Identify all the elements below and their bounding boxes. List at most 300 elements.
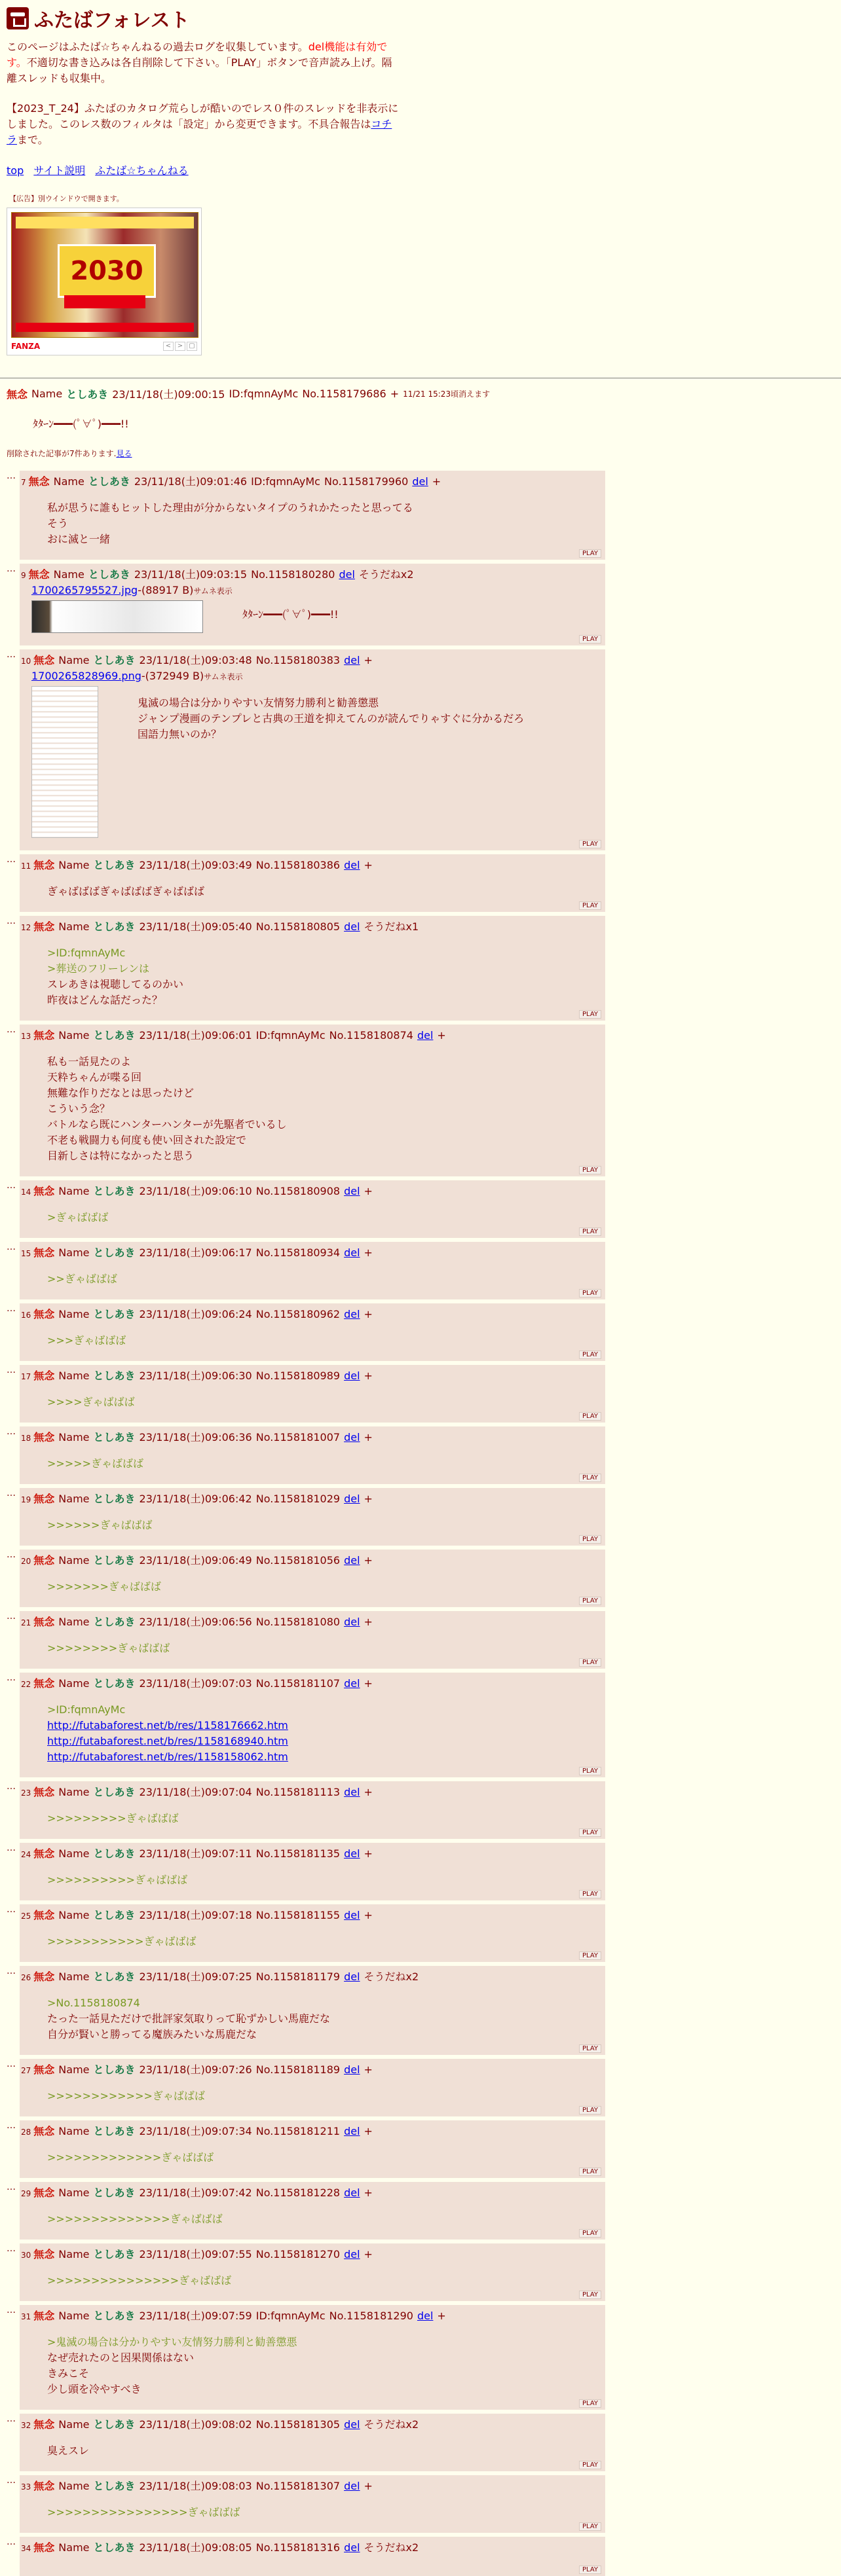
op-expire: 11/21 15:23頃消えます xyxy=(403,390,491,399)
del-link[interactable]: del xyxy=(339,568,355,581)
reply-name: としあき xyxy=(93,1616,136,1628)
reply-subject: 無念 xyxy=(33,1970,55,1983)
play-button[interactable]: PLAY xyxy=(579,549,601,558)
reply-body xyxy=(47,2334,604,2397)
reply-number[interactable]: No.1158180386 xyxy=(255,859,341,871)
play-row xyxy=(21,2523,604,2530)
plus-button[interactable]: + xyxy=(364,1677,373,1690)
play-button[interactable]: PLAY xyxy=(579,2461,601,2469)
reply-box xyxy=(20,1966,605,2055)
reply-post xyxy=(7,1673,841,1777)
del-link[interactable]: del xyxy=(344,859,360,871)
play-button[interactable]: PLAY xyxy=(579,2566,601,2574)
reply-header xyxy=(21,1908,604,1923)
play-button[interactable]: PLAY xyxy=(579,1166,601,1174)
reply-number[interactable]: No.1158181007 xyxy=(255,1431,341,1443)
reply-post xyxy=(7,1488,841,1546)
reply-dots: … xyxy=(7,1966,16,1976)
reply-id: ID:fqmnAyMc xyxy=(251,475,320,488)
reply-number[interactable]: No.1158181135 xyxy=(255,1847,341,1860)
del-link[interactable]: del xyxy=(344,1677,360,1690)
reply-dots: … xyxy=(7,2414,16,2424)
plus-button[interactable]: + xyxy=(364,1554,373,1567)
body-line: 昨夜はどんな話だった？ xyxy=(47,994,163,1006)
reply-name-label: Name xyxy=(53,568,84,581)
reply-header xyxy=(21,1847,604,1862)
play-row xyxy=(21,2107,604,2114)
reply-body xyxy=(47,1702,604,1765)
body-line: 私が思うに誰もヒットした理由が分からないタイプのうれかたったと思ってる xyxy=(47,501,413,514)
reply-post xyxy=(7,2414,841,2471)
reply-post xyxy=(7,1365,841,1423)
thread-link[interactable]: http://futabaforest.net/b/res/1158158062.htm xyxy=(47,1751,288,1763)
reply-datetime: 23/11/18(土)09:06:36 xyxy=(139,1431,252,1443)
reply-box xyxy=(20,1843,605,1900)
plus-button[interactable]: + xyxy=(364,1909,373,1921)
reply-body xyxy=(47,945,604,1008)
reply-body xyxy=(47,2443,604,2459)
reply-box xyxy=(20,2305,605,2410)
header xyxy=(0,0,841,355)
reply-post xyxy=(7,1904,841,1962)
reply-index: 27 xyxy=(21,2066,31,2075)
show-deleted-link[interactable]: 見る xyxy=(116,449,132,458)
del-link[interactable]: del xyxy=(344,2125,360,2137)
reply-datetime: 23/11/18(土)09:07:34 xyxy=(139,2125,252,2137)
reply-header xyxy=(21,2541,604,2556)
thread-link[interactable]: http://futabaforest.net/b/res/1158176662.htm xyxy=(47,1719,288,1732)
soudane-count[interactable]: そうだねx2 xyxy=(358,568,414,581)
reply-post xyxy=(7,2059,841,2116)
quote-line: >>>>>>>>>>ぎゃばばば xyxy=(47,1874,188,1886)
reply-datetime: 23/11/18(土)09:06:30 xyxy=(139,1370,252,1382)
reply-number[interactable]: No.1158180280 xyxy=(251,568,335,581)
reply-number[interactable]: No.1158181290 xyxy=(329,2310,413,2322)
reply-subject: 無念 xyxy=(33,1847,55,1860)
reply-name: としあき xyxy=(93,2186,136,2199)
reply-number[interactable]: No.1158181228 xyxy=(255,2186,341,2199)
reply-subject: 無念 xyxy=(33,1786,55,1798)
reply-number[interactable]: No.1158181179 xyxy=(255,1970,341,1983)
reply-datetime: 23/11/18(土)09:01:46 xyxy=(134,475,248,488)
reply-body xyxy=(47,1210,604,1225)
play-button[interactable]: PLAY xyxy=(579,1289,601,1297)
reply-name: としあき xyxy=(93,1554,136,1567)
reply-post xyxy=(7,1781,841,1839)
reply-subject: 無念 xyxy=(33,1554,55,1567)
reply-number[interactable]: No.1158181189 xyxy=(255,2063,341,2076)
play-button[interactable]: PLAY xyxy=(579,1474,601,1482)
plus-button[interactable]: + xyxy=(364,1246,373,1259)
play-button[interactable]: PLAY xyxy=(579,901,601,910)
reply-body xyxy=(138,695,524,838)
play-button[interactable]: PLAY xyxy=(579,1412,601,1421)
quote-line: >>>>>>>>>>>>>>>ぎゃばばば xyxy=(47,2274,232,2287)
reply-name-label: Name xyxy=(58,1616,90,1628)
play-button[interactable]: PLAY xyxy=(579,2291,601,2299)
reply-dots: … xyxy=(7,2120,16,2131)
reply-number[interactable]: No.1158180989 xyxy=(255,1370,341,1382)
reply-box xyxy=(20,2475,605,2533)
op-number[interactable]: No.1158179686 xyxy=(302,388,386,400)
quote-line: >>>>>>>ぎゃばばば xyxy=(47,1580,161,1593)
op-subject: 無念 xyxy=(7,388,28,401)
plus-button[interactable]: + xyxy=(364,2186,373,2199)
quote-line: >>>>>>>>ぎゃばばば xyxy=(47,1642,170,1654)
ad-brand: FANZA xyxy=(11,342,41,351)
reply-name: としあき xyxy=(93,1431,136,1443)
reply-subject: 無念 xyxy=(33,1616,55,1628)
op-plus-button[interactable]: + xyxy=(390,388,400,400)
reply-dots: … xyxy=(7,1303,16,1314)
plus-button[interactable]: + xyxy=(364,1370,373,1382)
reply-name: としあき xyxy=(93,1308,136,1320)
play-button[interactable]: PLAY xyxy=(579,2044,601,2053)
play-button[interactable]: PLAY xyxy=(579,2229,601,2238)
report-link[interactable]: コチラ xyxy=(7,118,392,146)
del-link[interactable]: del xyxy=(344,1246,360,1259)
body-line: こういう念？ xyxy=(47,1102,111,1115)
reply-name-label: Name xyxy=(58,2248,90,2260)
body-line: ぎゃばばばぎゃばばばぎゃばばば xyxy=(47,885,205,898)
plus-button[interactable]: + xyxy=(364,2125,373,2137)
reply-name: としあき xyxy=(93,2063,136,2076)
reply-name-label: Name xyxy=(58,2063,90,2076)
reply-name-label: Name xyxy=(58,1847,90,1860)
reply-datetime: 23/11/18(土)09:08:05 xyxy=(139,2541,252,2554)
reply-index: 29 xyxy=(21,2189,31,2198)
reply-name: としあき xyxy=(93,2480,136,2492)
reply-body xyxy=(47,1517,604,1533)
reply-number[interactable]: No.1158181316 xyxy=(255,2541,341,2554)
ad-image[interactable] xyxy=(11,212,198,338)
reply-box xyxy=(20,1673,605,1777)
del-link[interactable]: del xyxy=(344,1909,360,1921)
quote-line: >>>>>>ぎゃばばば xyxy=(47,1519,153,1531)
reply-index: 21 xyxy=(21,1618,31,1627)
del-link[interactable]: del xyxy=(344,2480,360,2492)
reply-header xyxy=(21,2247,604,2262)
play-row xyxy=(21,2461,604,2469)
reply-number[interactable]: No.1158181270 xyxy=(255,2248,341,2260)
del-link[interactable]: del xyxy=(344,2418,360,2431)
reply-body xyxy=(47,1333,604,1349)
del-link[interactable]: del xyxy=(344,1847,360,1860)
reply-number[interactable]: No.1158181211 xyxy=(255,2125,341,2137)
reply-subject: 無念 xyxy=(33,859,55,871)
thumb-toggle[interactable]: サムネ表示 xyxy=(204,672,243,681)
reply-name: としあき xyxy=(88,475,130,488)
play-button[interactable]: PLAY xyxy=(579,1951,601,1960)
reply-subject: 無念 xyxy=(33,1431,55,1443)
reply-number[interactable]: No.1158179960 xyxy=(324,475,409,488)
reply-header xyxy=(21,2479,604,2494)
reply-body xyxy=(47,1934,604,1950)
reply-box xyxy=(20,471,605,560)
play-button[interactable]: PLAY xyxy=(579,1890,601,1898)
reply-name-label: Name xyxy=(58,1493,90,1505)
reply-name-label: Name xyxy=(58,1246,90,1259)
reply-box xyxy=(20,1550,605,1607)
plus-button[interactable]: + xyxy=(364,2480,373,2492)
play-row xyxy=(21,1952,604,1959)
plus-button[interactable]: + xyxy=(364,1308,373,1320)
quote-line: >>>>>ぎゃばばば xyxy=(47,1457,144,1470)
reply-name: としあき xyxy=(93,1493,136,1505)
reply-datetime: 23/11/18(土)09:08:02 xyxy=(139,2418,252,2431)
plus-button[interactable]: + xyxy=(364,1493,373,1505)
op-id: ID:fqmnAyMc xyxy=(229,388,299,400)
quote-line: >>>>>>>>>>>>>>ぎゃばばば xyxy=(47,2213,223,2225)
reply-subject: 無念 xyxy=(33,1370,55,1382)
reply-header xyxy=(21,2309,604,2324)
plus-button[interactable]: + xyxy=(364,2248,373,2260)
reply-datetime: 23/11/18(土)09:03:49 xyxy=(139,859,252,871)
del-link[interactable]: del xyxy=(344,1493,360,1505)
reply-subject: 無念 xyxy=(28,568,50,581)
reply-dots: … xyxy=(7,1673,16,1683)
file-link[interactable]: 1700265828969.png xyxy=(31,670,141,682)
reply-name-label: Name xyxy=(58,1370,90,1382)
del-link[interactable]: del xyxy=(344,1370,360,1382)
del-link[interactable]: del xyxy=(344,920,360,933)
reply-number[interactable]: No.1158180962 xyxy=(255,1308,341,1320)
reply-name-label: Name xyxy=(53,475,84,488)
quote-line: >>>>>>>>>>>>>>>>ぎゃばばば xyxy=(47,2506,240,2518)
futaba-link[interactable]: ふたば☆ちゃんねる xyxy=(95,164,189,177)
body-line: 鬼滅の場合は分かりやすい友情努力勝利と勧善懲悪 xyxy=(138,697,379,709)
reply-name-label: Name xyxy=(58,1786,90,1798)
body-line: なぜ売れたのと因果関係はない xyxy=(47,2351,195,2364)
reply-number[interactable]: No.1158181056 xyxy=(255,1554,341,1567)
soudane-count[interactable]: そうだねx2 xyxy=(364,1970,419,1983)
play-button[interactable]: PLAY xyxy=(579,1767,601,1775)
del-link[interactable]: del xyxy=(344,1616,360,1628)
reply-header xyxy=(21,1677,604,1692)
plus-button[interactable]: + xyxy=(364,654,373,666)
plus-button[interactable]: + xyxy=(364,1616,373,1628)
reply-dots: … xyxy=(7,2537,16,2547)
reply-body xyxy=(47,1872,604,1888)
play-button[interactable]: PLAY xyxy=(579,1010,601,1019)
play-button[interactable]: PLAY xyxy=(579,2522,601,2531)
reply-index: 30 xyxy=(21,2251,31,2260)
play-button[interactable]: PLAY xyxy=(579,1351,601,1359)
reply-index: 7 xyxy=(21,478,26,487)
reply-name-label: Name xyxy=(58,2541,90,2554)
ad-next-button[interactable]: > xyxy=(175,342,185,351)
reply-datetime: 23/11/18(土)09:06:56 xyxy=(139,1616,252,1628)
reply-thumbnail[interactable] xyxy=(31,600,203,633)
reply-name-label: Name xyxy=(58,1554,90,1567)
op-name-label: Name xyxy=(31,388,63,400)
reply-index: 13 xyxy=(21,1032,31,1041)
reply-subject: 無念 xyxy=(33,654,55,666)
plus-button[interactable]: + xyxy=(437,1029,446,1042)
plus-button[interactable]: + xyxy=(364,1185,373,1197)
site-logo-icon[interactable] xyxy=(7,7,29,29)
reply-datetime: 23/11/18(土)09:05:40 xyxy=(139,920,252,933)
reply-number[interactable]: No.1158181305 xyxy=(255,2418,341,2431)
reply-name-label: Name xyxy=(58,2418,90,2431)
del-link[interactable]: del xyxy=(412,475,428,488)
reply-header xyxy=(21,1785,604,1800)
quote-line: >>>>>>>>>>>>>ぎゃばばば xyxy=(47,2151,214,2164)
site-description-link[interactable]: サイト説明 xyxy=(33,164,86,177)
reply-number[interactable]: No.1158180383 xyxy=(255,654,341,666)
reply-post xyxy=(7,916,841,1021)
reply-post xyxy=(7,1966,841,2055)
reply-number[interactable]: No.1158181080 xyxy=(255,1616,341,1628)
plus-button[interactable]: + xyxy=(364,1786,373,1798)
reply-post xyxy=(7,2305,841,2410)
play-row xyxy=(21,636,604,643)
reply-body xyxy=(47,1394,604,1410)
body-line: バトルなら既にハンターハンターが先駆者でいるし xyxy=(47,1118,287,1131)
reply-datetime: 23/11/18(土)09:08:03 xyxy=(139,2480,252,2492)
play-button[interactable]: PLAY xyxy=(579,2399,601,2408)
reply-index: 9 xyxy=(21,571,26,580)
reply-header xyxy=(21,2418,604,2433)
del-link[interactable]: del xyxy=(344,654,360,666)
body-line: ﾀﾀｰﾝ━━━(ﾟ∀ﾟ)━━━!! xyxy=(242,608,339,621)
reply-datetime: 23/11/18(土)09:07:04 xyxy=(139,1786,252,1798)
reply-name: としあき xyxy=(93,1029,136,1042)
reply-number[interactable]: No.1158181155 xyxy=(255,1909,341,1921)
play-row xyxy=(21,1536,604,1543)
plus-button[interactable]: + xyxy=(364,1847,373,1860)
del-link[interactable]: del xyxy=(344,2541,360,2554)
del-link[interactable]: del xyxy=(344,2248,360,2260)
reply-body xyxy=(47,1456,604,1472)
soudane-count[interactable]: そうだねx1 xyxy=(364,920,419,933)
reply-box xyxy=(20,2414,605,2471)
reply-name-label: Name xyxy=(58,920,90,933)
play-button[interactable]: PLAY xyxy=(579,1658,601,1667)
reply-subject: 無念 xyxy=(28,475,50,488)
play-button[interactable]: PLAY xyxy=(579,1597,601,1605)
del-link[interactable]: del xyxy=(344,1970,360,1983)
play-button[interactable]: PLAY xyxy=(579,1828,601,1837)
reply-box xyxy=(20,564,605,645)
plus-button[interactable]: + xyxy=(437,2310,446,2322)
play-row xyxy=(21,1351,604,1358)
reply-post xyxy=(7,2182,841,2240)
del-link[interactable]: del xyxy=(344,1554,360,1567)
reply-subject: 無念 xyxy=(33,920,55,933)
reply-number[interactable]: No.1158180874 xyxy=(329,1029,413,1042)
plus-button[interactable]: + xyxy=(432,475,441,488)
reply-name: としあき xyxy=(93,1970,136,1983)
reply-box xyxy=(20,1611,605,1669)
reply-dots: … xyxy=(7,1426,16,1437)
play-row xyxy=(21,1597,604,1605)
del-link[interactable]: del xyxy=(344,1308,360,1320)
reply-name-label: Name xyxy=(58,654,90,666)
play-row xyxy=(21,2566,604,2573)
del-link[interactable]: del xyxy=(344,1185,360,1197)
del-link[interactable]: del xyxy=(344,1431,360,1443)
reply-name: としあき xyxy=(93,2418,136,2431)
reply-datetime: 23/11/18(土)09:07:42 xyxy=(139,2186,252,2199)
play-row xyxy=(21,841,604,848)
del-link[interactable]: del xyxy=(344,2063,360,2076)
del-link[interactable]: del xyxy=(344,1786,360,1798)
ad-expand-button[interactable]: ▢ xyxy=(187,342,197,351)
reply-dots: … xyxy=(7,916,16,926)
reply-dots: … xyxy=(7,1781,16,1792)
reply-datetime: 23/11/18(土)09:07:18 xyxy=(139,1909,252,1921)
play-row xyxy=(21,550,604,557)
thumb-toggle[interactable]: サムネ表示 xyxy=(193,587,233,596)
reply-dots: … xyxy=(7,2475,16,2486)
reply-number[interactable]: No.1158181113 xyxy=(255,1786,341,1798)
reply-index: 31 xyxy=(21,2312,31,2321)
reply-box xyxy=(20,2182,605,2240)
reply-post xyxy=(7,649,841,850)
reply-body xyxy=(47,2273,604,2289)
ad-prev-button[interactable]: < xyxy=(163,342,174,351)
play-button[interactable]: PLAY xyxy=(579,2106,601,2114)
plus-button[interactable]: + xyxy=(364,859,373,871)
reply-index: 20 xyxy=(21,1557,31,1566)
del-link[interactable]: del xyxy=(417,2310,434,2322)
reply-post xyxy=(7,1426,841,1484)
play-button[interactable]: PLAY xyxy=(579,1535,601,1544)
reply-dots: … xyxy=(7,649,16,660)
top-link[interactable]: top xyxy=(7,164,24,177)
play-button[interactable]: PLAY xyxy=(579,1227,601,1236)
play-button[interactable]: PLAY xyxy=(579,840,601,848)
reply-number[interactable]: No.1158180908 xyxy=(255,1185,341,1197)
reply-body xyxy=(47,1641,604,1656)
thread-link[interactable]: http://futabaforest.net/b/res/1158168940.htm xyxy=(47,1735,288,1747)
reply-dots: … xyxy=(7,1550,16,1560)
reply-name: としあき xyxy=(93,1847,136,1860)
reply-number[interactable]: No.1158181307 xyxy=(255,2480,341,2492)
reply-box xyxy=(20,649,605,850)
del-link[interactable]: del xyxy=(344,2186,360,2199)
reply-dots: … xyxy=(7,2182,16,2192)
del-link[interactable]: del xyxy=(417,1029,434,1042)
reply-box xyxy=(20,1180,605,1238)
reply-dots: … xyxy=(7,1904,16,1915)
reply-index: 23 xyxy=(21,1788,31,1798)
reply-number[interactable]: No.1158181107 xyxy=(255,1677,341,1690)
play-button[interactable]: PLAY xyxy=(579,635,601,644)
soudane-count[interactable]: そうだねx2 xyxy=(364,2418,419,2431)
soudane-count[interactable]: そうだねx2 xyxy=(364,2541,419,2554)
reply-header xyxy=(21,2124,604,2139)
reply-subject: 無念 xyxy=(33,2541,55,2554)
reply-thumbnail[interactable] xyxy=(31,686,98,838)
plus-button[interactable]: + xyxy=(364,1431,373,1443)
reply-number[interactable]: No.1158181029 xyxy=(255,1493,341,1505)
file-link[interactable]: 1700265795527.jpg xyxy=(31,584,138,596)
plus-button[interactable]: + xyxy=(364,2063,373,2076)
quote-line: >ID:fqmnAyMc xyxy=(47,1703,126,1716)
reply-name-label: Name xyxy=(58,859,90,871)
site-title xyxy=(7,4,834,33)
reply-name-label: Name xyxy=(58,1185,90,1197)
reply-body xyxy=(47,1811,604,1826)
ad-banner[interactable] xyxy=(7,208,202,355)
play-button[interactable]: PLAY xyxy=(579,2168,601,2176)
reply-number[interactable]: No.1158180934 xyxy=(255,1246,341,1259)
reply-index: 25 xyxy=(21,1912,31,1921)
body-line: 臭えスレ xyxy=(47,2444,90,2457)
reply-number[interactable]: No.1158180805 xyxy=(255,920,341,933)
